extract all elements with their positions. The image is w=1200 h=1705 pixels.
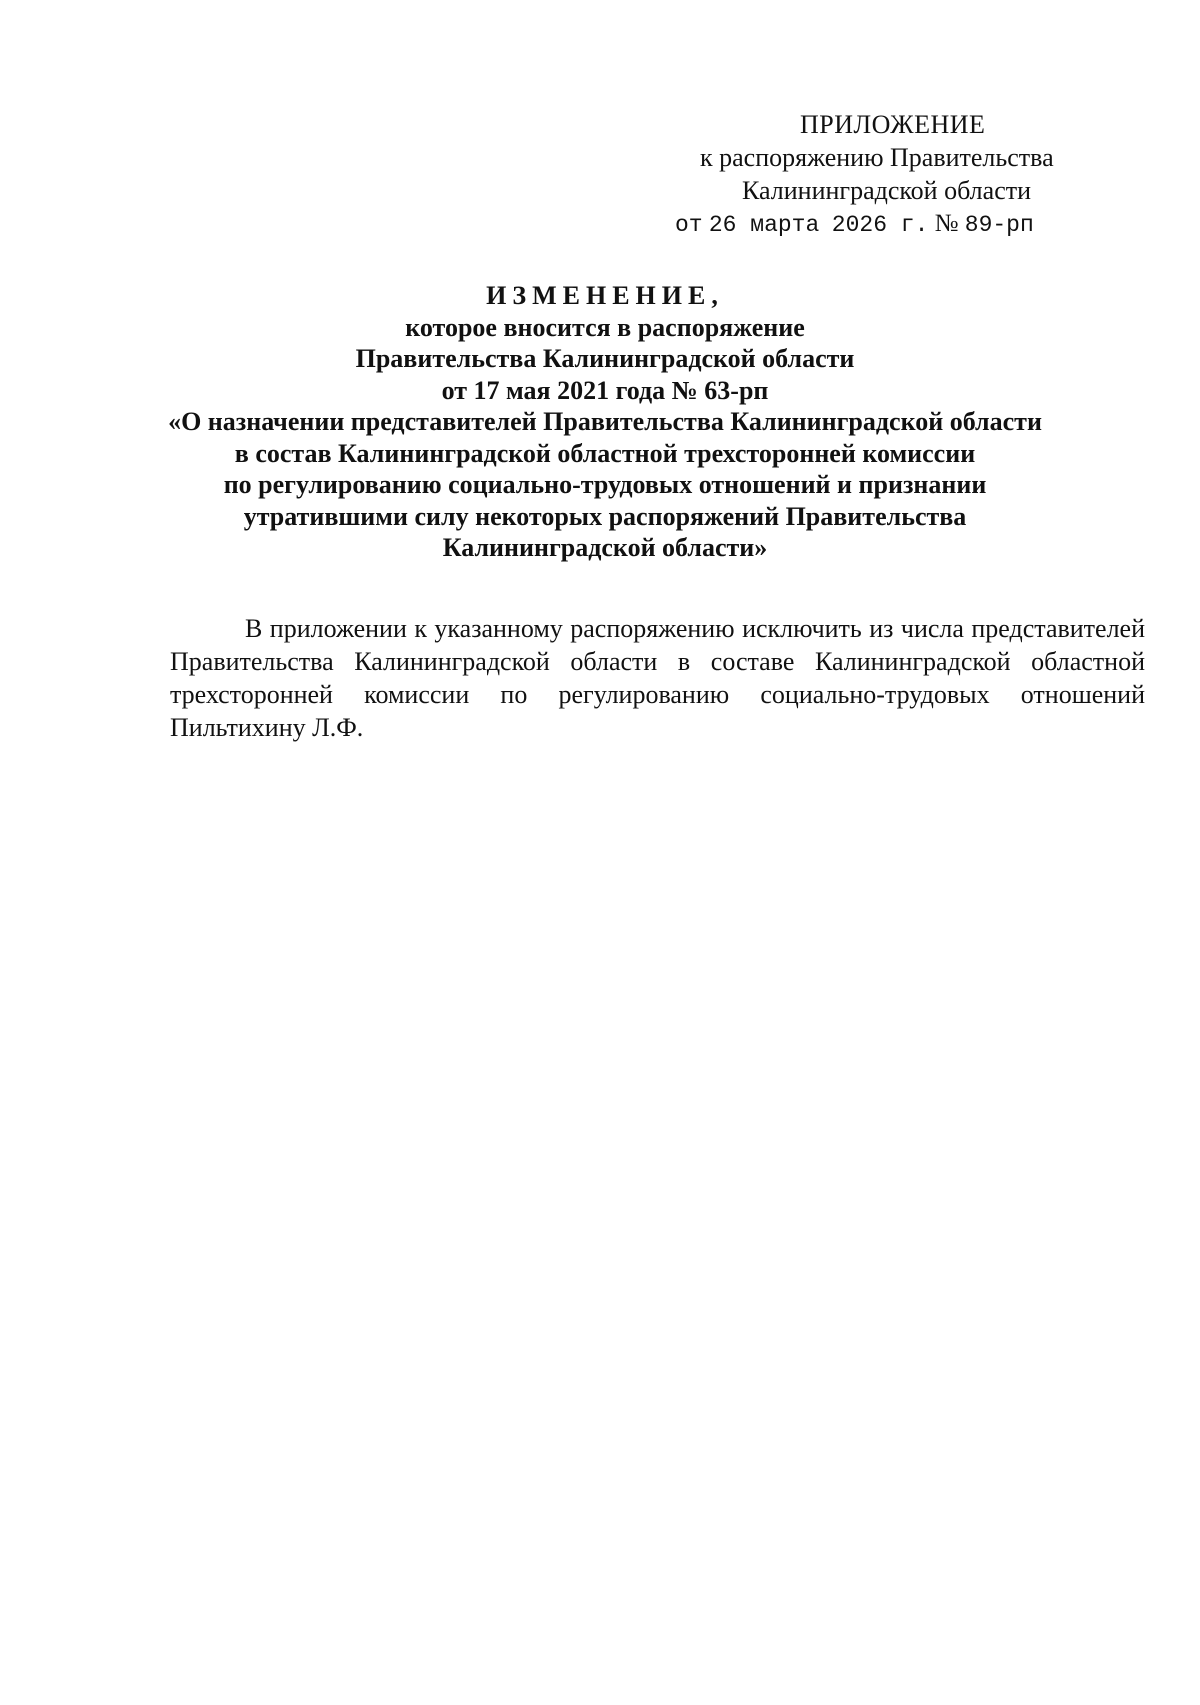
heading-line: в состав Калининградской областной трехсторонней комиссии [234,438,976,468]
order-number: 89-рп [964,212,1034,238]
date-day-month: 26 марта [708,212,820,238]
heading-line: «О назначении представителей Правительства Калининградской области [168,407,1042,436]
appendix-title: ПРИЛОЖЕНИЕ [800,110,986,139]
appendix-line-region: Калининградской области [742,176,1032,205]
number-sign: № [934,210,959,237]
heading-line: которое вносится в распоряжение [405,312,805,342]
date-year-digits [832,212,929,238]
heading-line: Правительства Калининградской области [355,344,855,373]
heading-line: по регулированию социально-трудовых отношений и признании [223,470,987,499]
body-paragraph: В приложении к указанному распоряжению исключить из числа представителей Правительства Калининградской области в составе Калининградской областной трехсторонней комиссии по регулированию социально-трудовых отношений Пильтихину Л.Ф. [170,614,1145,742]
date-year: 2026 г. [831,212,929,238]
appendix-line-order: к распоряжению Правительства [700,143,1054,172]
heading-line: Калининградской области» [442,533,768,562]
heading-line: утратившими силу некоторых распоряжений Правительства [243,501,967,531]
date-prefix: от [675,212,703,238]
document-heading [150,280,1060,564]
appendix-date-line [675,207,1140,242]
appendix-header [675,108,1140,242]
heading-title: ИЗМЕНЕНИЕ, [486,281,724,310]
heading-line: от 17 мая 2021 года № 63-рп [441,375,769,405]
